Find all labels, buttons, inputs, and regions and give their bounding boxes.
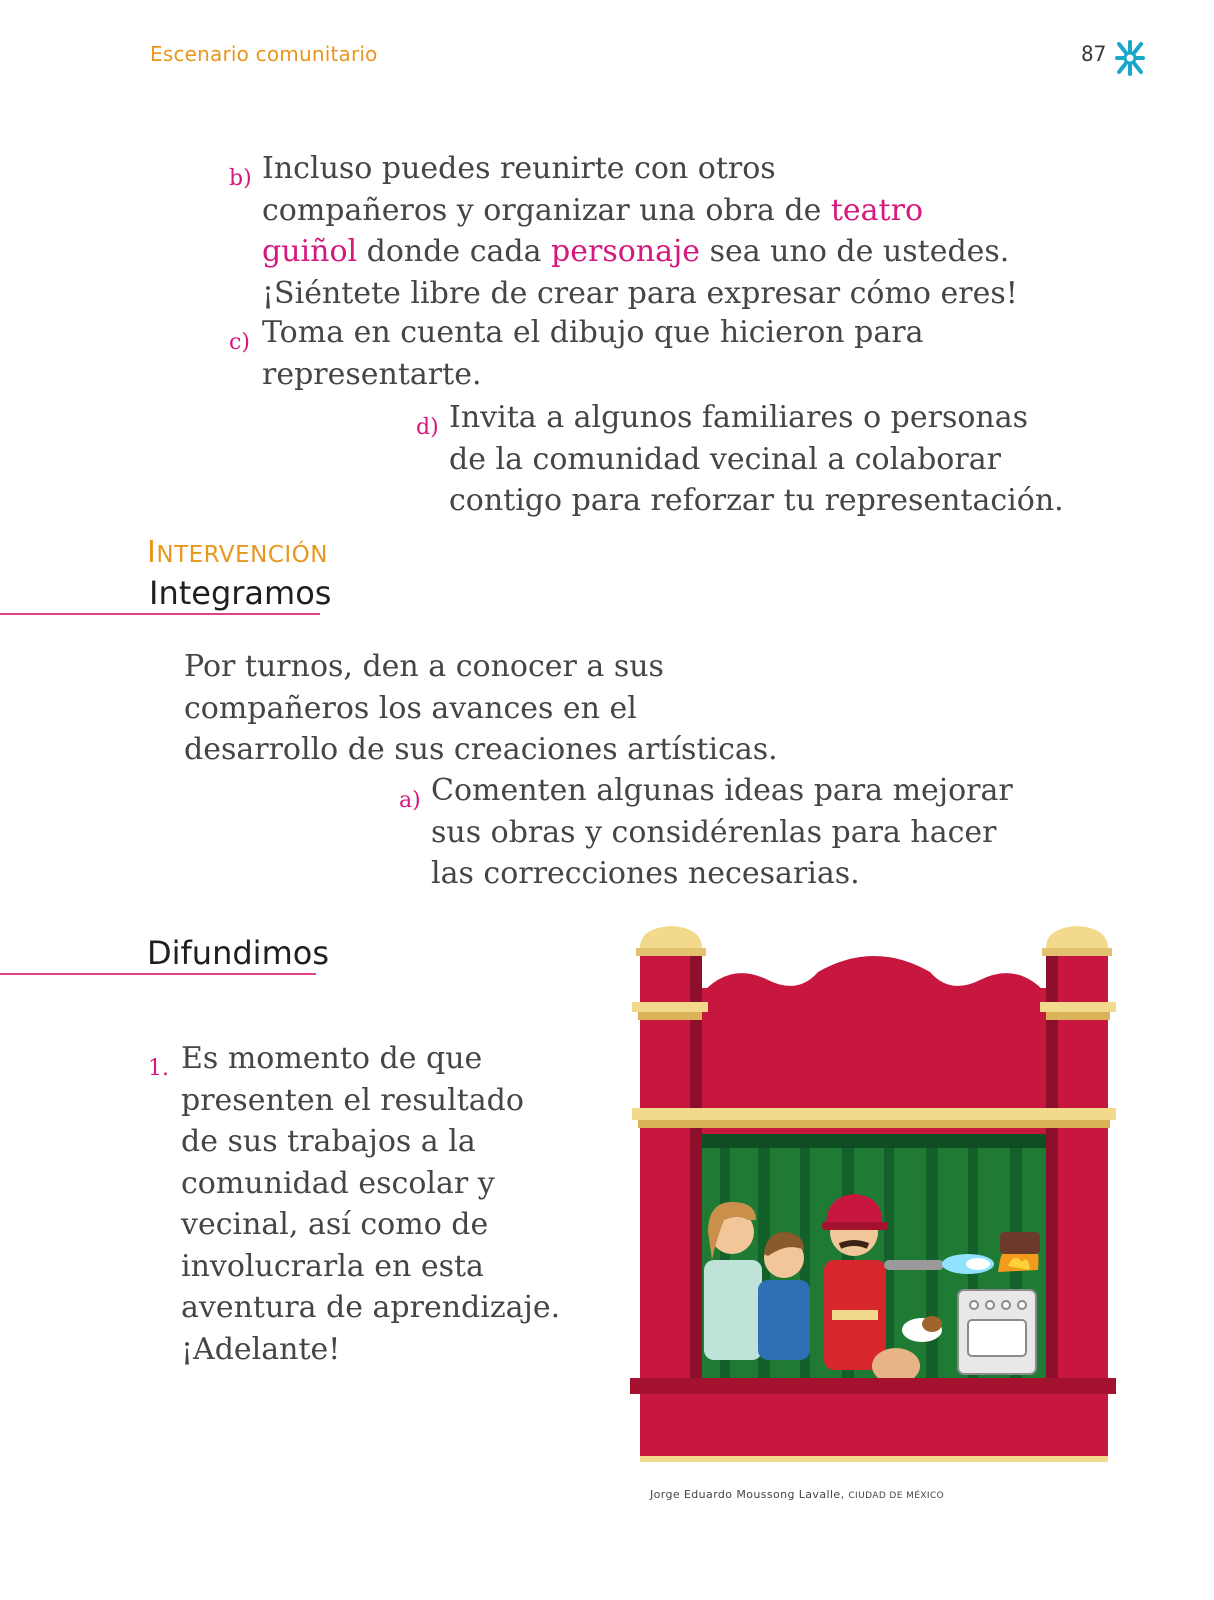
list-marker-d: d): [416, 415, 439, 440]
list-item-c: [229, 312, 924, 395]
highlight-term-guinol: guiñol: [262, 234, 358, 269]
section-divider: [0, 613, 320, 615]
list-1-line: vecinal, así como de: [181, 1207, 489, 1242]
page-number: 87: [1081, 42, 1107, 66]
list-a-line: Comenten algunas ideas para mejorar: [431, 773, 1013, 808]
list-marker-c: c): [229, 330, 250, 355]
illustration-credit: [650, 1488, 944, 1501]
list-1-line: comunidad escolar y: [181, 1165, 495, 1201]
text-span: donde cada: [357, 234, 552, 269]
list-b-line: ¡Siéntete libre de crear para expresar cómo eres!: [262, 275, 1018, 311]
list-item-b: [229, 148, 1018, 314]
list-a-line: las correcciones necesarias.: [431, 856, 860, 891]
list-d-line: contigo para reforzar tu representación.: [449, 483, 1064, 518]
puppet-theater-illustration: [628, 920, 1120, 1470]
list-c-line: Toma en cuenta el dibujo que hicieron para: [262, 315, 924, 350]
list-b-line: [262, 190, 1018, 232]
list-1-line: ¡Adelante!: [181, 1331, 341, 1367]
list-item-a: [399, 770, 1013, 895]
section-divider: [0, 973, 316, 975]
list-1-line: involucrarla en esta: [181, 1248, 484, 1284]
list-1-line: aventura de aprendizaje.: [181, 1290, 561, 1325]
highlight-term-personaje: personaje: [551, 234, 701, 269]
list-1-line: de sus trabajos a la: [181, 1124, 476, 1159]
list-item-1: [148, 1038, 561, 1370]
text-span: compañeros y organizar una obra de: [262, 192, 831, 228]
section-label-initial: I: [147, 535, 157, 570]
list-c-line: representarte.: [262, 356, 482, 392]
list-item-d: [416, 397, 1064, 522]
list-b-line: Incluso puedes reunirte con otros: [262, 151, 776, 186]
text-span: sea uno de ustedes.: [700, 234, 1010, 269]
list-d-line: de la comunidad vecinal a colaborar: [449, 441, 1001, 477]
list-a-line: sus obras y considérenlas para hacer: [431, 814, 997, 850]
paragraph-line: Por turnos, den a conocer a sus: [184, 649, 664, 684]
list-marker-b: b): [229, 166, 252, 191]
credit-name: Jorge Eduardo Moussong Lavalle,: [650, 1488, 849, 1501]
list-d-line: Invita a algunos familiares o personas: [449, 400, 1029, 435]
star-knot-icon: [1113, 40, 1147, 76]
section-label-rest: NTERVENCIÓN: [156, 542, 328, 568]
list-1-line: Es momento de que: [181, 1041, 483, 1076]
credit-place: CIUDAD DE MÉXICO: [848, 1491, 945, 1501]
highlight-term-teatro: teatro: [830, 192, 924, 228]
list-1-line: presenten el resultado: [181, 1082, 524, 1118]
list-b-line: [262, 231, 1018, 273]
integramos-paragraph: [184, 646, 778, 771]
list-marker-1: 1.: [148, 1056, 169, 1081]
list-marker-a: a): [399, 788, 421, 813]
paragraph-line: desarrollo de sus creaciones artísticas.: [184, 732, 778, 767]
section-header-title: Escenario comunitario: [150, 42, 378, 66]
section-title-integramos: Integramos: [149, 574, 332, 612]
paragraph-line: compañeros los avances en el: [184, 690, 637, 726]
section-title-difundimos: Difundimos: [147, 934, 329, 972]
section-label-intervencion: [147, 535, 328, 570]
